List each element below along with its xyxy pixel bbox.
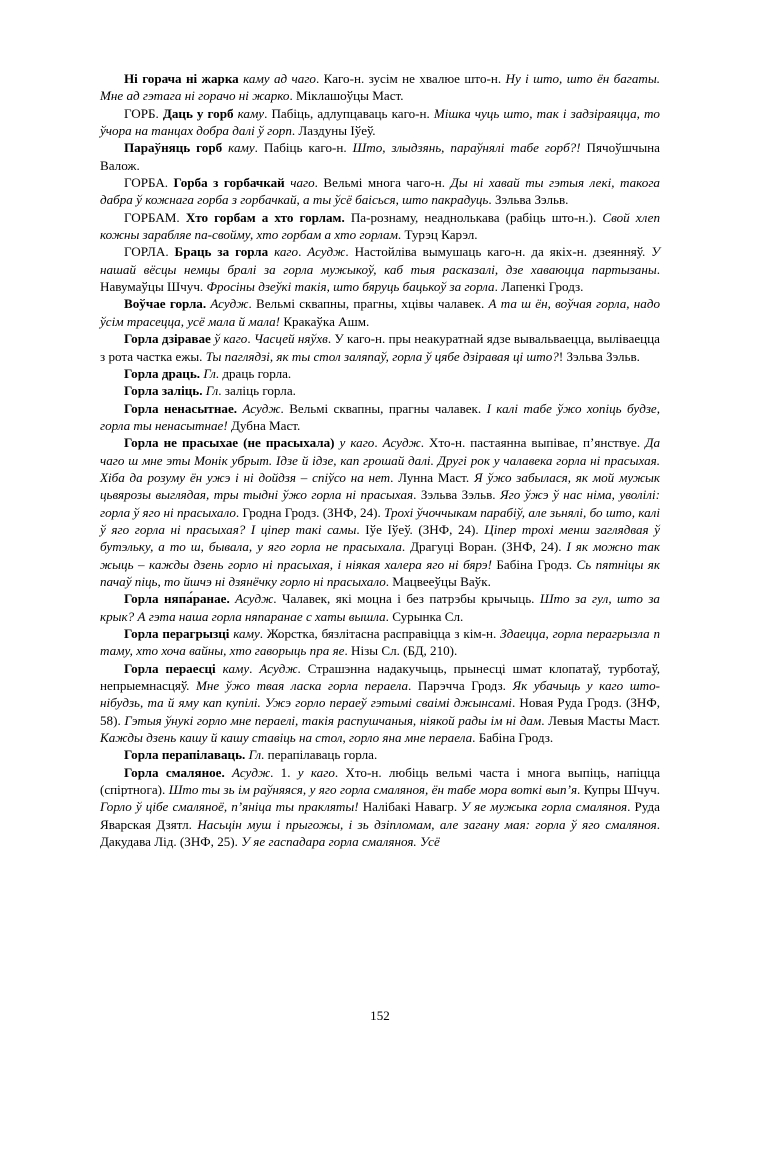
entry-italic-text: Асудж [382,435,421,451]
entry-text: ! Зэльва Зэльв. [558,348,640,364]
entry-italic-text: Як убачыць у каго што-нiбудзь, та й яму кап купiлi. Ужэ горло пераеў гэтымi сваiмi джынсамi [100,678,660,711]
dictionary-entry [100,625,660,660]
entry-text: Кракаўка Ашм. [280,313,370,329]
entry-text: . Лунна Маст. [390,469,474,485]
entry-headword: Параўняць горб [124,140,229,156]
dictionary-entry [100,209,660,244]
entry-text: . Турэц Карэл. [397,227,478,243]
entry-text: . [249,660,260,676]
entry-italic-text: Кажды дзень кашу й кашу ставiць на стол, горло яна мне пераела [100,730,473,746]
entry-italic-text: Часцей няўхв [253,331,328,347]
entry-headword: Горла смаляное. [124,764,233,780]
entry-text: ГОРБАМ. [124,209,186,225]
entry-italic-text: Насьцiн муш i прыгожы, i зь дзiпломам, але загану мая: горла ў яго смаляноя [197,816,657,832]
entry-italic-text: каму [222,660,250,676]
entry-italic-text: Да чаго ш мне эты Монiк убрыт. Iдзе й iдзе, кап грошай далi. Другi рок у чалавека горла нi прасыхая. Хiба да розуму ён ужэ i нi дойдзя – спiўсо на нет [100,435,660,485]
entry-headword: Горла няпа́ранае. [124,591,236,607]
entry-italic-text: Ну i што, што ён багаты. Мне ад гэтага нi горачо нi жарко [100,71,661,104]
entry-italic-text: Асудж [210,296,249,312]
entry-text: . Iўе Iўеў. (ЗНФ, 24). [356,521,485,537]
entry-text: . [374,435,383,451]
entry-italic-text: каму ад чаго [243,71,316,86]
dictionary-entry [100,174,660,209]
dictionary-entry [100,70,660,105]
entry-text: . [247,331,254,347]
entry-italic-text: I калi табе ўжо хопiць будзе, горла ты ненасытнае! [100,400,661,433]
entry-italic-text: Асудж [232,764,271,780]
entry-italic-text: Ты паглядзi, як ты стол заляпаў, горла ў цябе дзiравая цi што? [205,348,559,364]
entry-text: ГОРБА. [124,175,174,191]
page-body [100,70,660,850]
entry-text: Налiбакi Навагр. [358,799,462,815]
entry-text: . драць горла. [215,365,292,381]
entry-italic-text: Трохi ўчоччыкам парабiў, але зьнялi, бо што, калi ў яго горла нi прасыхая? I цiпер такi самы [100,504,660,537]
entry-headword: Горла залiць. [124,383,206,399]
entry-italic-text: Сь пятнiцы як пачаў пiць, то йшчэ нi дзянёчку горло нi прасыхало [100,556,660,589]
entry-text: Бабiна Гродз. [491,556,577,572]
entry-text: . Мацвееўцы Ваўк. [385,573,491,589]
entry-text: . Драгуцi Воран. (ЗНФ, 24). [401,539,567,555]
entry-text: ГОРЛА. [124,244,175,260]
entry-italic-text: каму [233,626,260,641]
entry-headword: Горла не прасыхае (не прасыхала) [124,435,340,451]
entry-italic-text: у каго [297,764,335,780]
entry-headword: Горла драць. [124,365,204,381]
entry-italic-text: Ды нi хавай ты гэтыя лекi, такога дабра ў кожнага горба з горбачкай, а ты ўсё баiсься, што пакрадуць [100,175,660,208]
entry-italic-text: чаго [290,175,315,191]
entry-headword: Горла пераесцi [124,660,223,676]
entry-text: . Бабiна Гродз. [472,730,554,746]
entry-italic-text: Што ты зь iм раўняяся, у яго горла смаляноя, ён табе мора воткi вып’я [168,782,578,798]
dictionary-entry [100,764,660,851]
entry-italic-text: Асудж [307,244,346,260]
entry-italic-text: Мне ўжо твая ласка горла пераела [196,678,409,694]
entry-text: . Левыя Масты Маст. [541,712,660,728]
entry-text: . Пабiць, адлупцаваць каго-н. [264,105,434,121]
entry-italic-text: Асудж [259,660,298,676]
dictionary-entry [100,660,660,747]
dictionary-entry [100,330,660,365]
entry-text: . Зэльва Зэльв. [413,487,501,503]
entry-text: . Сурынка Сл. [385,608,464,624]
entry-italic-text: У яе гаспадара горла смаляноя. Усё [241,834,440,850]
entry-italic-text: Гл [205,383,219,399]
entry-text: Дубна Маст. [227,417,301,433]
entry-headword: Воўчае горла. [124,296,211,312]
entry-text: . У каго-н. пры неакуратнай ядзе вывальваецца, вылiваецца з рота частка ежы. [100,331,660,364]
entry-italic-text: Свой хлеп кожны зарабляе па-свойму, хто горбам а хто горлам [100,209,660,243]
entry-italic-text: У нашай вёсцы немцы бралi за горла мужыкоў, каб тыя расказалi, дзе хаваюцца партызаны [100,244,660,277]
entry-text: . [298,244,308,260]
entry-headword: Нi горача нi жарка [124,71,244,86]
entry-text: ГОРБ. [124,105,163,121]
entry-text: . Вельмi сквапны, прагны чалавек. [280,400,487,416]
entry-headword: Горла дзiравае [124,331,215,347]
entry-italic-text: Гэтыя ўнукi горло мне пераелi, такiя распушчаныя, нiякой рады iм нi дам [124,712,542,728]
entry-text: . Страшэнна надакучыць, прынесцi шмат клопатаў, турботаў, непрыемнасцяў. [100,660,661,694]
entry-italic-text: Што за гул, што за крык? А гэта наша горла няпаранае с хаты вышла [100,591,660,624]
dictionary-entry [100,105,660,140]
entry-text: . перапiлаваць горла. [261,747,378,763]
entry-italic-text: Здаецца, горла перагрызла п таму, хто хоча вайны, хто гаворыць пра яе [100,626,660,659]
entry-text: . Гродна Гродз. (ЗНФ, 24). [235,504,385,520]
entry-text: . Руда Яварская Дзятл. [100,799,660,832]
dictionary-entry [100,243,660,295]
entry-text: . Новая Руда Гродз. (ЗНФ, 58). [100,695,660,728]
entry-text: . Навумаўцы Шчуч. [100,261,660,295]
entry-text: . Вельмi многа чаго-н. [314,175,451,191]
entry-text: . Лаздуны Iўеў. [291,123,376,139]
entry-text: . Дакудава Лiд. (ЗНФ, 25). [100,816,660,850]
entry-headword: Горла ненасытнае. [124,400,243,416]
entry-text: . Хто-н. любiць вельмi часта i многа выпiць, напiцца (спiртнога). [100,764,661,798]
entry-italic-text: Гл [203,365,216,381]
dictionary-entry [100,434,660,590]
entry-italic-text: Гл [248,747,262,763]
entry-headword: Горла перапiлаваць. [124,747,249,763]
entry-headword: Горба з горбачкай [173,175,291,191]
entry-italic-text: Асудж [235,591,274,607]
entry-italic-text: I як можно так жыць – кажды дзень горло нi прасыхая, i нiякая халера яго нi бярэ! [100,539,660,572]
entry-text: . Жорстка, бязлiтасна расправiцца з кiм-н. [259,626,501,641]
dictionary-entry [100,590,660,625]
entry-italic-text: ў каго [214,331,248,347]
entry-text: . 1. [270,764,298,780]
entry-italic-text: каму [228,140,255,156]
dictionary-entry [100,365,660,382]
entry-text: Па-рознаму, неаднолькава (рабiць што-н.). [350,209,603,225]
entry-text: . Настойлiва вымушаць каго-н. да якiх-н. дзеянняў. [345,244,652,260]
dictionary-entry [100,382,660,399]
entry-italic-text: Горло ў цiбе смаляноё, п’янiца ты пракляты! [100,799,359,815]
dictionary-entry [100,295,660,330]
entry-headword: Даць у горб [162,105,238,121]
entry-text: . Каго-н. зусiм не хвалюе што-н. [315,71,506,86]
entry-italic-text: каму [237,105,265,121]
entry-text: . Нiзы Сл. (БД, 210). [344,643,458,659]
entry-text: . Зэльва Зэльв. [488,192,569,208]
entry-italic-text: Цiпер трохi менш заглядвая ў бутэльку, а то ш, бывала, у яго горла не прасыхала [100,521,660,555]
entry-italic-text: у каго [339,435,375,451]
entry-headword: Горла перагрызцi [124,626,234,641]
entry-text: . Парэчча Гродз. [408,678,513,694]
dictionary-entry [100,400,660,435]
entry-text: . Купры Шчуч. [577,782,660,798]
entry-text: . залiць горла. [218,383,296,399]
entry-italic-text: Яго ўжэ ў нас нiма, уволiлi: горла ў яго нi прасыхало [100,487,660,520]
entry-headword: Хто горбам а хто горлам. [185,209,351,225]
entry-text: Пячоўшчына Валож. [100,140,660,173]
entry-italic-text: Што, злыдзянь, параўнялi табе горб?! [352,140,581,156]
entry-text: . Хто-н. пастаянна выпiвае, п’янствуе. [420,435,646,451]
entry-text: . Пабiць каго-н. [254,140,353,156]
dictionary-entry [100,746,660,763]
entry-italic-text: Асудж [242,400,281,416]
entry-text: . Мiклашоўцы Маст. [289,88,404,104]
page-number: 152 [370,1008,390,1023]
entry-text: . Лапенкi Гродз. [494,279,584,295]
entry-italic-text: Мiшка чуць што, так i задзiраяцца, то ўчора на танцах добра далi ў горп [100,105,660,139]
dictionary-entry [100,139,660,174]
entry-italic-text: А та ш ён, воўчая горла, надо ўсiм трасецца, усё мала й мала! [100,296,660,329]
entry-italic-text: У яе мужыка горла смаляноя [461,799,628,815]
entry-headword: Браць за горла [174,244,275,260]
entry-italic-text: каго [274,244,299,260]
entry-text: . Чалавек, якi моцна i без патрэбы крычыць. [273,591,540,607]
entry-italic-text: Я ўжо забылася, як мой мужык цьвярозы выглядая, тры тыднi ўжо горла нi прасыхая [100,469,660,503]
entry-italic-text: Фросiны дзеўкi такiя, што бяруць бацькоў за горла [206,279,495,295]
entry-text: . Вельмi сквапны, прагны, хцiвы чалавек. [248,296,489,312]
